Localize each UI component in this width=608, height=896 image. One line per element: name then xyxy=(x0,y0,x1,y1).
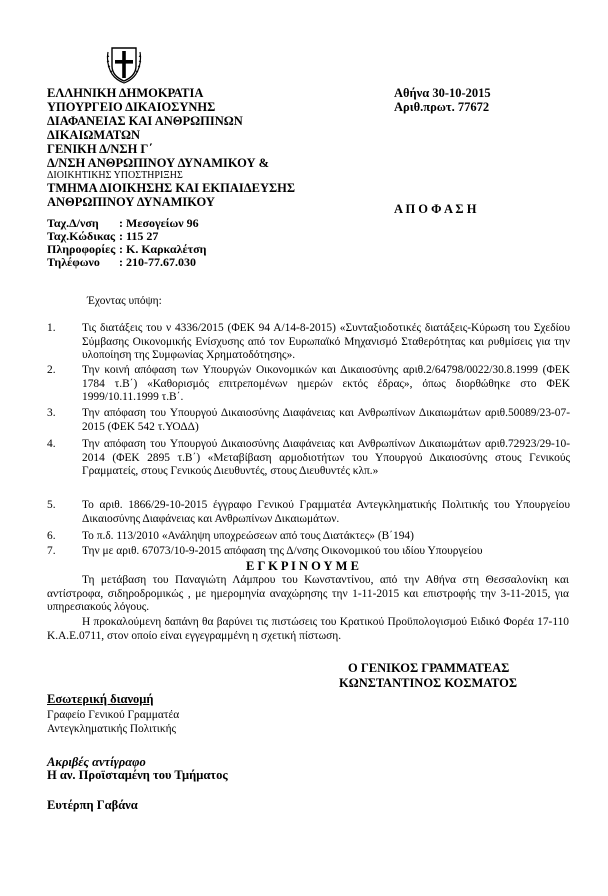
item-number: 1. xyxy=(47,322,56,334)
ministry-line-3: ΔΙΚΑΙΩΜΑΤΩΝ xyxy=(47,128,141,142)
paragraph-expense: Η προκαλούμενη δαπάνη θα βαρύνει τις πιστώσεις του Κρατικού Προϋπολογισμού Ειδικό Φορέα 17-110 Κ.Α.Ε.0711, στον οποίο είναι εγγεγραμμένη η σχετική πίστωση. xyxy=(47,616,569,642)
protocol-number: Αριθ.πρωτ. 77672 xyxy=(394,100,490,114)
distribution-line-2: Αντεγκληματικής Πολιτικής xyxy=(47,723,177,735)
considering-intro: Έχοντας υπόψη: xyxy=(87,295,162,307)
distribution-line-1: Γραφείο Γενικού Γραμματέα xyxy=(47,709,180,721)
postcode-value: : 115 27 xyxy=(119,229,159,243)
phone-label: Τηλέφωνο xyxy=(47,255,100,269)
item-number: 2. xyxy=(47,364,56,376)
address-value: : Μεσογείων 96 xyxy=(119,216,199,230)
info-label: Πληροφορίες xyxy=(47,242,116,256)
item-number: 4. xyxy=(47,438,56,450)
item-text: Την απόφαση του Υπουργού Δικαιοσύνης Διαφάνειας και Ανθρωπίνων Δικαιωμάτων αριθ.50089/23-07-2015 (ΦΕΚ 542 τ.ΥΟΔΔ) xyxy=(82,407,570,433)
certifying-officer-title: Η αν. Προϊσταμένη του Τμήματος xyxy=(47,768,228,782)
distribution-heading: Εσωτερική διανομή xyxy=(47,692,154,706)
phone-value: : 210-77.67.030 xyxy=(119,255,196,269)
decision-title: Α Π Ο Φ Α Σ Η xyxy=(394,202,477,216)
department-line-1: ΤΜΗΜΑ ΔΙΟΙΚΗΣΗΣ ΚΑΙ ΕΚΠΑΙΔΕΥΣΗΣ xyxy=(47,181,296,195)
item-number: 6. xyxy=(47,530,56,542)
certifying-officer-name: Ευτέρπη Γαβάνα xyxy=(47,798,138,812)
item-number: 5. xyxy=(47,499,56,511)
country-line: ΕΛΛΗΝΙΚΗ ΔΗΜΟΚΡΑΤΙΑ xyxy=(47,86,204,100)
directorate-support-line: ΔΙΟΙΚΗΤΙΚΗΣ ΥΠΟΣΤΗΡΙΞΗΣ xyxy=(47,170,183,181)
directorate-line: Δ/ΝΣΗ ΑΝΘΡΩΠΙΝΟΥ ΔΥΝΑΜΙΚΟΥ & xyxy=(47,156,270,170)
item-text: Τις διατάξεις του ν 4336/2015 (ΦΕΚ 94 Α/14-8-2015) «Συνταξιοδοτικές διατάξεις-Κύρωση του Σχεδίου Σύμβασης Οικονομικής Ενίσχυσης από τον Ευρωπαϊκό Μηχανισμό Σταθερότητας και ρυθμίσεις για την υλοποίηση της Συμφωνίας Χρηματοδότησης». xyxy=(82,322,570,361)
signatory-title: Ο ΓΕΝΙΚΟΣ ΓΡΑΜΜΑΤΕΑΣ xyxy=(348,661,510,675)
item-number: 7. xyxy=(47,545,56,557)
contact-block xyxy=(47,217,206,269)
info-value: : Κ. Καρκαλέτση xyxy=(119,242,207,256)
item-number: 3. xyxy=(47,407,56,419)
general-directorate-line: ΓΕΝΙΚΗ Δ/ΝΣΗ Γ΄ xyxy=(47,142,153,156)
ministry-line-2: ΔΙΑΦΑΝΕΙΑΣ ΚΑΙ ΑΝΘΡΩΠΙΝΩΝ xyxy=(47,114,243,128)
header-ministry-block xyxy=(47,86,295,209)
department-line-2: ΑΝΘΡΩΠΙΝΟΥ ΔΥΝΑΜΙΚΟΥ xyxy=(47,195,215,209)
greek-emblem-icon xyxy=(106,44,142,84)
item-text: Την με αριθ. 67073/10-9-2015 απόφαση της Δ/νσης Οικονομικού του ιδίου Υπουργείου xyxy=(82,545,483,557)
item-text: Το π.δ. 113/2010 «Ανάληψη υποχρεώσεων από τους Διατάκτες» (Β΄194) xyxy=(82,530,414,542)
item-text: Το αριθ. 1866/29-10-2015 έγγραφο Γενικού Γραμματέα Αντεγκληματικής Πολιτικής του Υπουργείου Δικαιοσύνης Διαφάνειας και Ανθρωπίνων Δικαιωμάτων. xyxy=(82,499,570,525)
item-text: Την κοινή απόφαση των Υπουργών Οικονομικών και Δικαιοσύνης αριθ.2/64798/0022/30.8.1999 (ΦΕΚ 1784 τ.Β΄) «Καθορισμός επιτρεπομένων ημερών εκτός έδρας», όπως διορθώθηκε στο ΦΕΚ 1999/10.11.1999 τ.Β΄. xyxy=(82,364,570,403)
item-text: Την απόφαση του Υπουργού Δικαιοσύνης Διαφάνειας και Ανθρωπίνων Δικαιωμάτων αριθ.72923/29-10-2014 (ΦΕΚ 2895 τ.Β΄) «Μεταβίβαση αρμοδιοτήτων του Υπουργού Δικαιοσύνης στους Γενικούς Γραμματείς, στους Γενικούς Διευθυντές, στους Διευθυντές κλπ.» xyxy=(82,438,570,477)
postcode-label: Ταχ.Κώδικας xyxy=(47,229,116,243)
address-label: Ταχ.Δ/νση xyxy=(47,216,99,230)
certified-copy-label: Ακριβές αντίγραφο xyxy=(47,755,146,769)
approve-heading: Ε Γ Κ Ρ Ι Ν Ο Υ Μ Ε xyxy=(246,559,359,573)
signatory-name: ΚΩΝΣΤΑΝΤΙΝΟΣ ΚΟΣΜΑΤΟΣ xyxy=(339,676,518,690)
paragraph-trip: Τη μετάβαση του Παναγιώτη Λάμπρου του Κωνσταντίνου, από την Αθήνα στη Θεσσαλονίκη και αντίστροφα, σιδηροδρομικώς , με ημερομηνία αναχώρησης την 1-11-2015 και επιστροφής την 3-11-2015, για υπηρεσιακούς λόγους. xyxy=(47,574,569,613)
phone-row xyxy=(47,256,206,269)
date-line: Αθήνα 30-10-2015 xyxy=(394,86,491,100)
ministry-line-1: ΥΠΟΥΡΓΕΙΟ ΔΙΚΑΙΟΣΥΝΗΣ xyxy=(47,100,216,114)
